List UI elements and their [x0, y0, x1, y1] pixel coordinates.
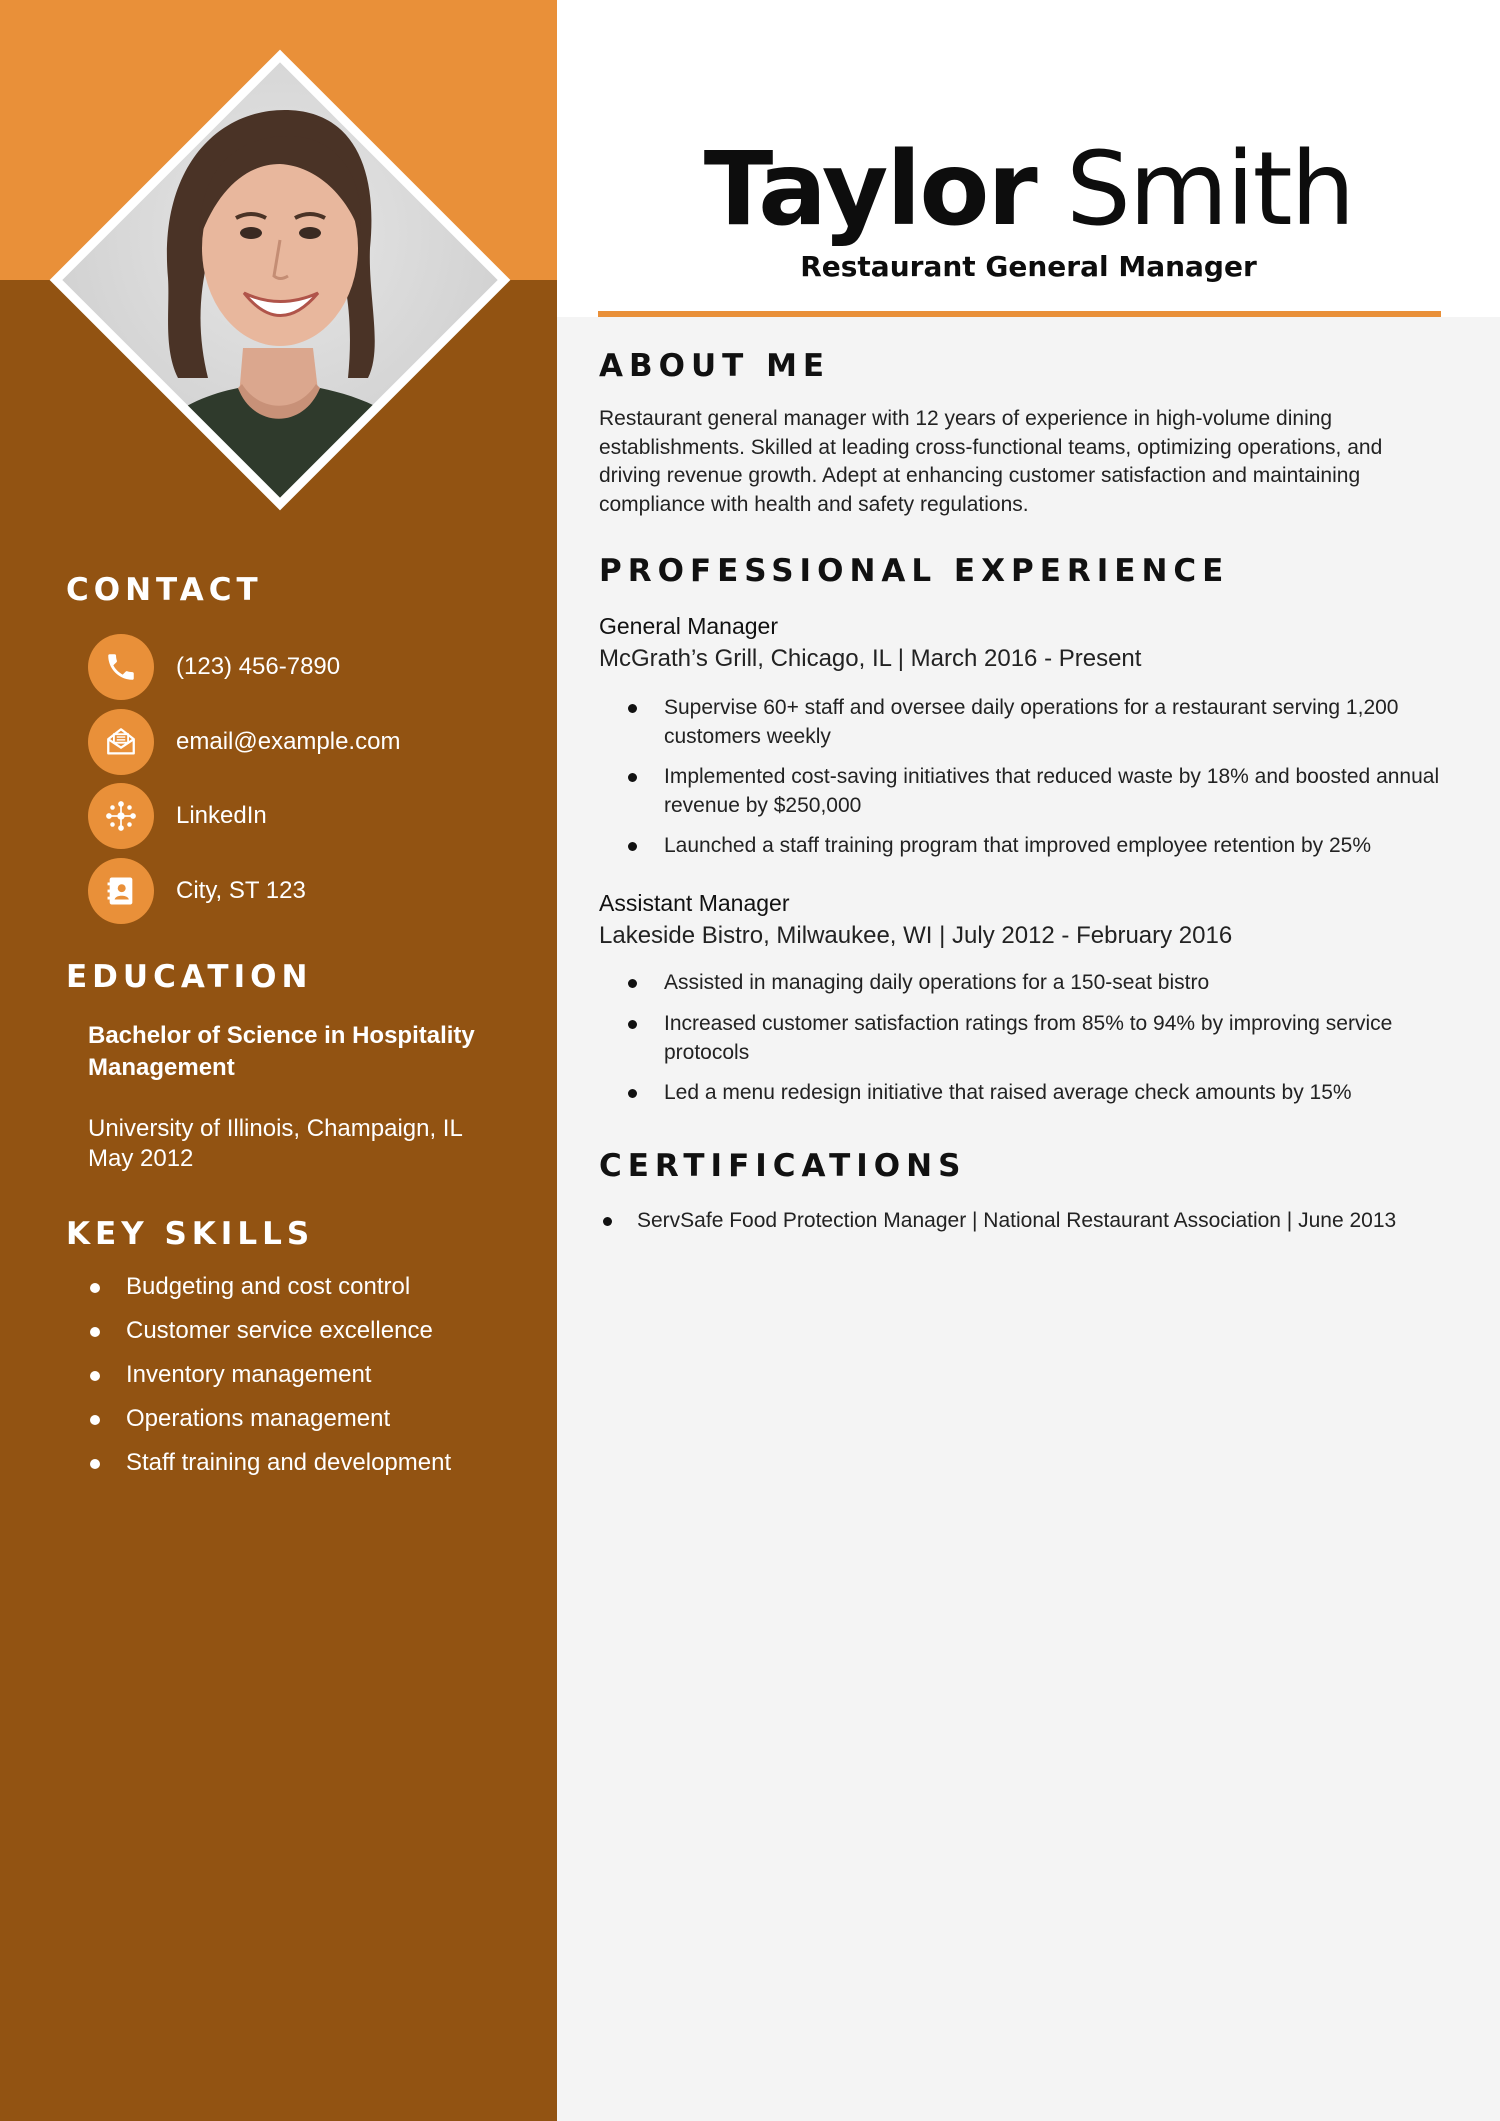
bullet-icon [90, 1459, 100, 1469]
bullet-icon [628, 704, 637, 713]
profile-photo [48, 48, 512, 512]
job-bullets [626, 969, 1456, 1119]
contact-email-text: email@example.com [176, 728, 401, 755]
experience-heading: PROFESSIONAL EXPERIENCE [599, 553, 1230, 589]
bullet-icon [628, 1020, 637, 1029]
bullet-icon [90, 1371, 100, 1381]
bullet-icon [628, 979, 637, 988]
job-role: Assistant Manager [599, 890, 790, 916]
job-meta: Lakeside Bistro, Milwaukee, WI | July 2012 - February 2016 [599, 922, 1233, 949]
bullet-icon [603, 1217, 612, 1226]
phone-icon [88, 634, 154, 700]
bullet-icon [628, 773, 637, 782]
contact-linkedin[interactable] [88, 783, 267, 849]
bullet-text: Assisted in managing daily operations for a 150-seat bistro [664, 971, 1210, 994]
bullet-text: Supervise 60+ staff and oversee daily operations for a restaurant serving 1,200 customers weekly [664, 696, 1399, 748]
skill-text: Customer service excellence [126, 1317, 433, 1344]
certification-text: ServSafe Food Protection Manager | National Restaurant Association | June 2013 [637, 1209, 1397, 1232]
first-name: Taylor [703, 130, 1036, 249]
skill-text: Staff training and development [126, 1449, 452, 1476]
contact-address-text: City, ST 123 [176, 877, 306, 904]
header-divider [598, 311, 1441, 317]
bullet-text: Led a menu redesign initiative that raised average check amounts by 15% [664, 1081, 1352, 1104]
contact-phone[interactable] [88, 634, 340, 700]
contact-phone-text: (123) 456-7890 [176, 653, 341, 680]
list-item [88, 1272, 528, 1316]
skills-heading: KEY SKILLS [66, 1216, 315, 1252]
network-icon [88, 783, 154, 849]
about-heading: ABOUT ME [599, 348, 831, 384]
job-bullets [626, 694, 1456, 872]
list-item [599, 1207, 1469, 1235]
list-item [626, 969, 1456, 1010]
list-item [88, 1404, 528, 1448]
education-school: University of Illinois, Champaign, IL [88, 1115, 463, 1142]
job-title: Restaurant General Manager [800, 250, 1257, 283]
contact-email[interactable] [88, 709, 400, 775]
contact-linkedin-text: LinkedIn [176, 802, 267, 829]
skill-text: Inventory management [126, 1361, 372, 1388]
list-item [626, 694, 1456, 763]
list-item [626, 1010, 1456, 1079]
contact-heading: CONTACT [66, 572, 263, 608]
list-item [626, 763, 1456, 832]
about-text: Restaurant general manager with 12 years of experience in high-volume dining establishments. Skilled at leading cross-functional teams, optimizing operations, and driving revenue growth. Adept at enhancing customer satisfaction and maintaining compliance with health and safety regulations. [599, 407, 1383, 516]
skills-list [88, 1272, 528, 1492]
resume-header [557, 0, 1500, 317]
education-details [88, 1114, 528, 1174]
list-item [88, 1360, 528, 1404]
education-degree: Bachelor of Science in Hospitality Management [88, 1022, 475, 1081]
skill-text: Budgeting and cost control [126, 1273, 411, 1300]
bullet-text: Launched a staff training program that improved employee retention by 25% [664, 834, 1372, 857]
sidebar [0, 0, 557, 2121]
email-icon [88, 709, 154, 775]
bullet-icon [628, 1089, 637, 1098]
list-item [88, 1448, 528, 1492]
bullet-text: Implemented cost-saving initiatives that reduced waste by 18% and boosted annual revenue by $250,000 [664, 765, 1440, 817]
job-role: General Manager [599, 613, 778, 639]
bullet-icon [90, 1283, 100, 1293]
contact-address[interactable] [88, 858, 306, 924]
job-meta: McGrath’s Grill, Chicago, IL | March 2016 - Present [599, 645, 1142, 672]
education-heading: EDUCATION [66, 959, 313, 995]
list-item [88, 1316, 528, 1360]
skill-text: Operations management [126, 1405, 391, 1432]
bullet-icon [90, 1327, 100, 1337]
certifications-list [599, 1207, 1469, 1235]
bullet-text: Increased customer satisfaction ratings from 85% to 94% by improving service protocols [664, 1012, 1393, 1064]
last-name: Smith [1066, 130, 1354, 249]
list-item [626, 1079, 1456, 1119]
bullet-icon [628, 842, 637, 851]
list-item [626, 832, 1456, 872]
bullet-icon [90, 1415, 100, 1425]
profile-photo-frame [48, 48, 512, 512]
page-title [557, 130, 1500, 250]
address-book-icon [88, 858, 154, 924]
education-date: May 2012 [88, 1145, 194, 1172]
certifications-heading: CERTIFICATIONS [599, 1148, 967, 1184]
